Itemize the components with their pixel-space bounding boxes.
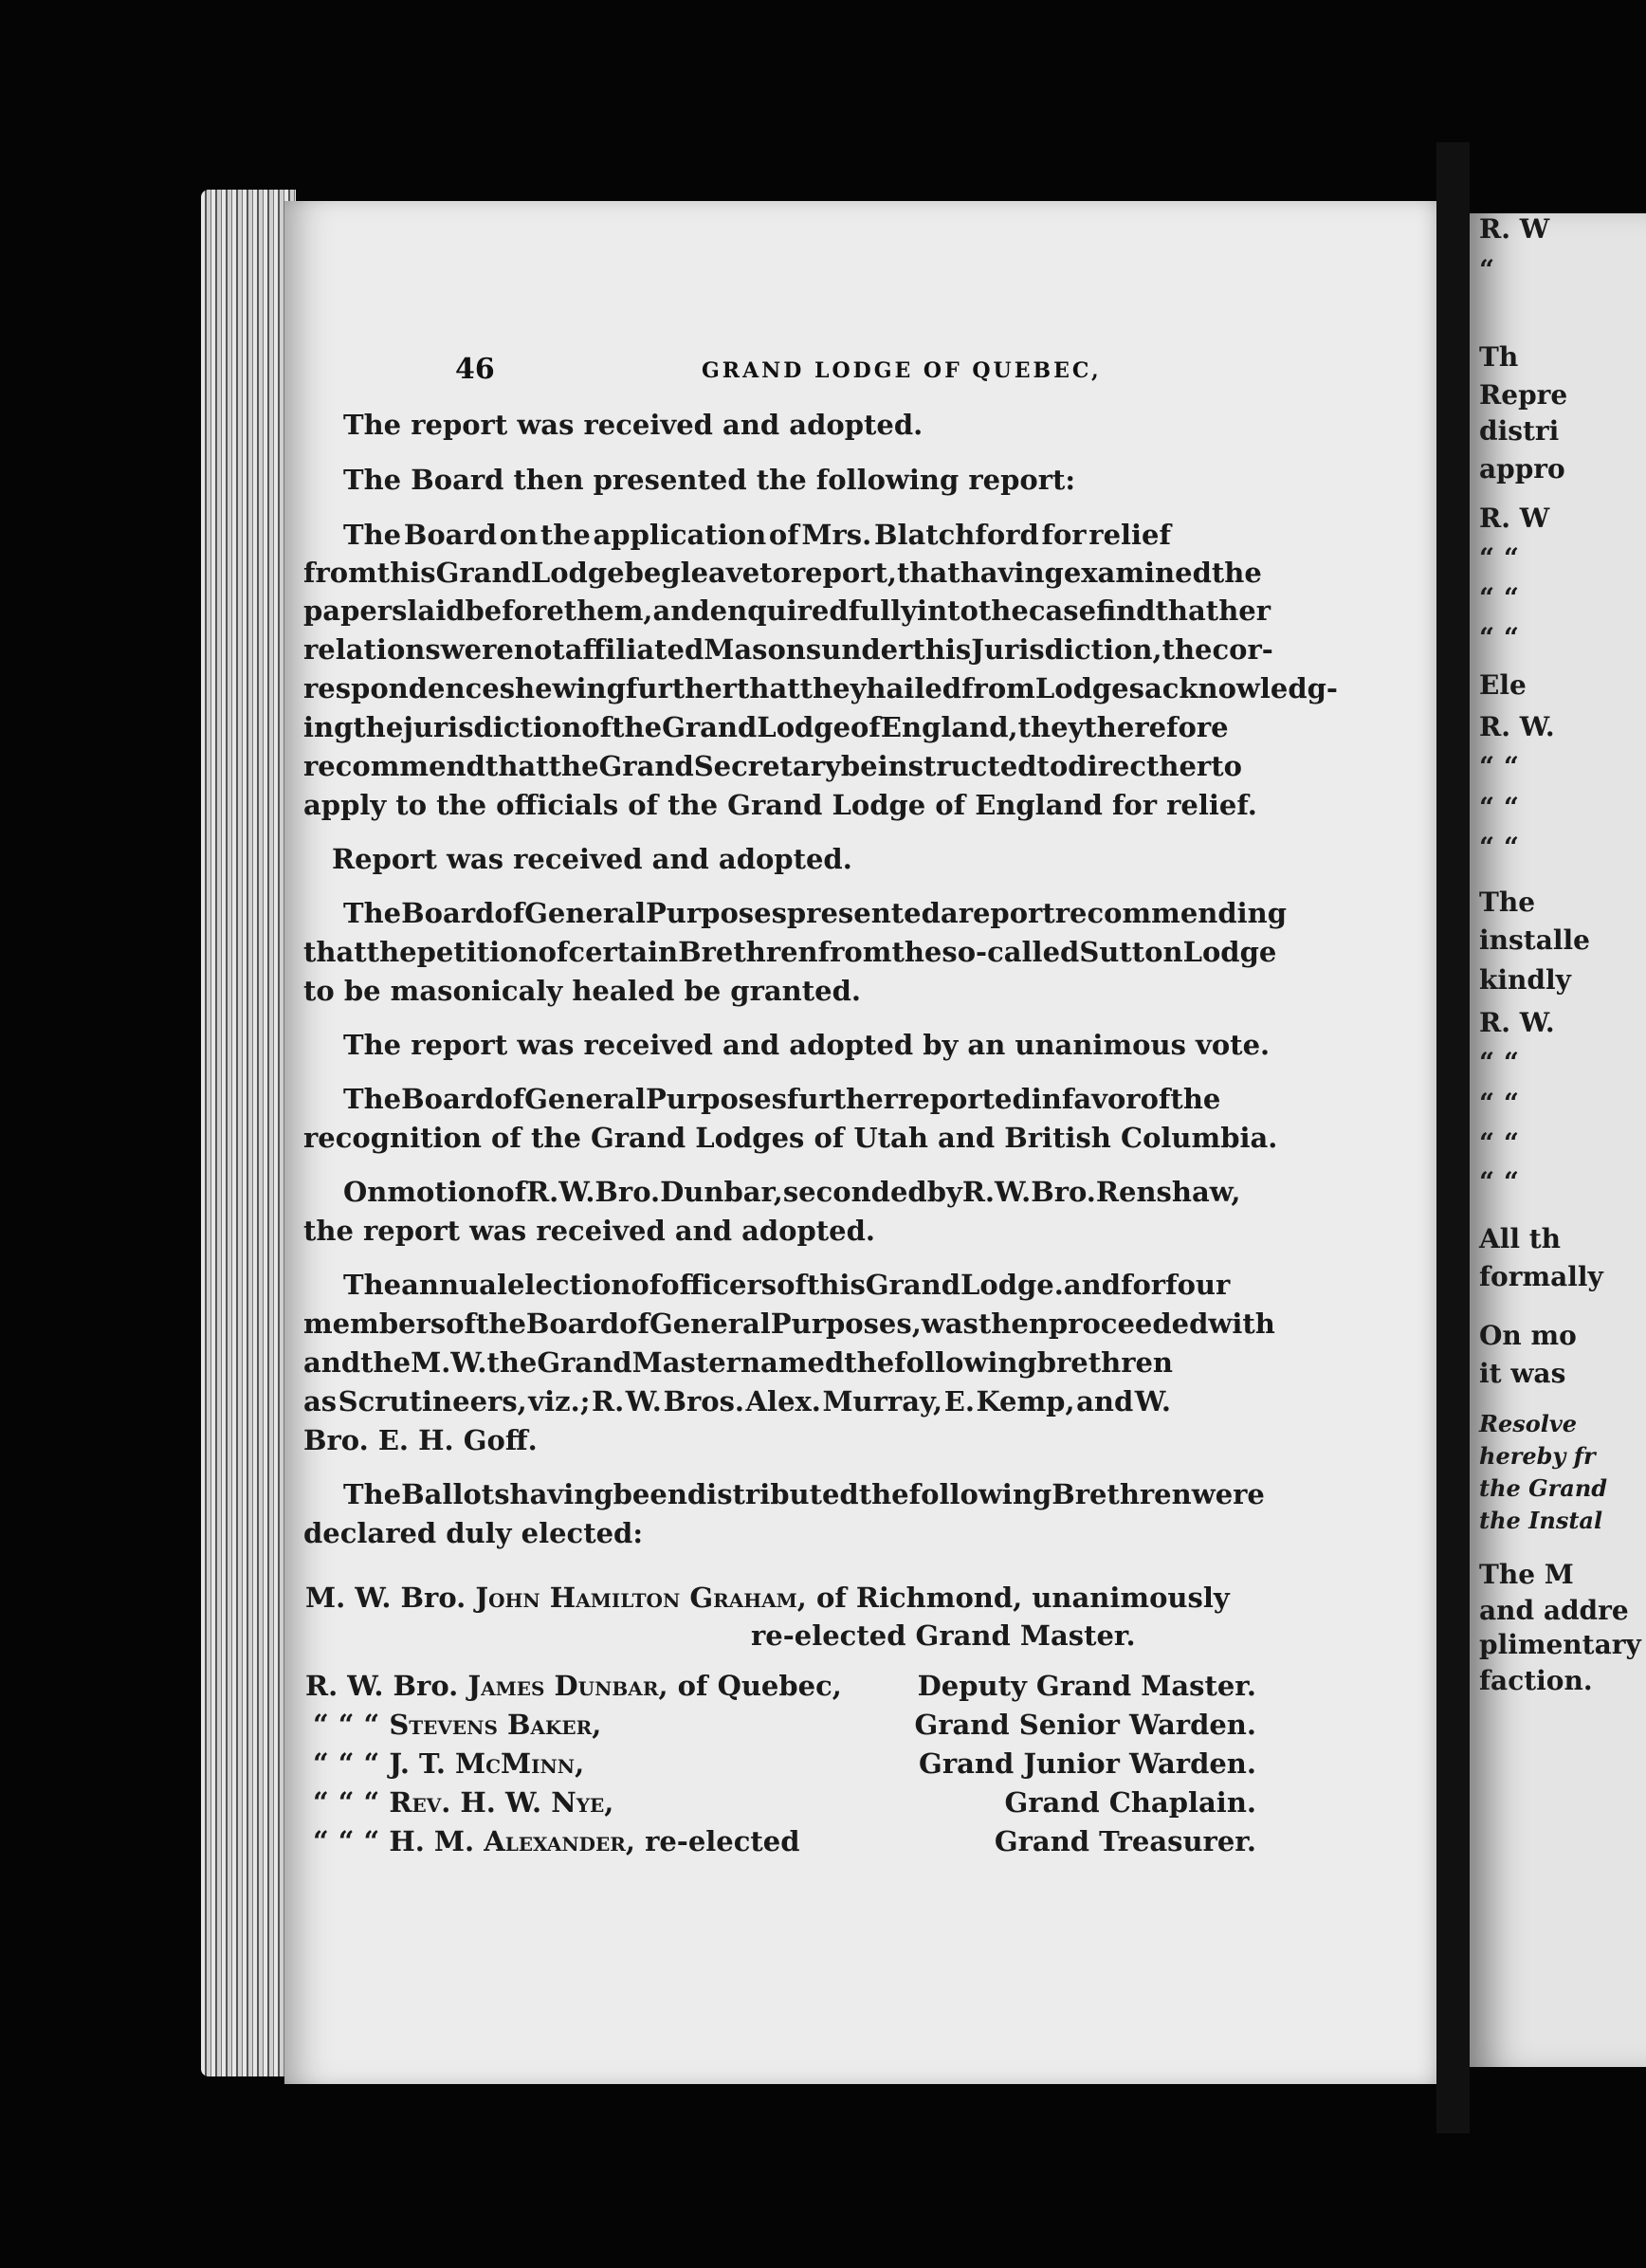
right-page-line: formally: [1479, 1261, 1603, 1292]
officer-office: Grand Junior Warden.: [919, 1747, 1256, 1780]
officer-row: [305, 1670, 842, 1702]
right-page-line: “ “: [1479, 1088, 1519, 1119]
text-line: recognition of the Grand Lodges of Utah and British Columbia.: [303, 1122, 1278, 1154]
text-line: to be masonicaly healed be granted.: [303, 975, 861, 1007]
officer-prefix: M. W. Bro.: [305, 1582, 466, 1614]
officer-prefix: “ “ “: [313, 1747, 380, 1780]
officer-row: [313, 1825, 800, 1857]
right-page-line: The: [1479, 887, 1536, 918]
right-page-line: plimentary: [1479, 1629, 1641, 1660]
officer-prefix: “ “ “: [313, 1709, 380, 1741]
right-page-line: On mo: [1479, 1320, 1577, 1351]
officer-name: John Hamilton Graham,: [475, 1582, 807, 1614]
right-page-line: the Instal: [1479, 1507, 1603, 1534]
right-page-line: “ “: [1479, 542, 1519, 574]
text-line: The Board of General Purposes presented a report recommending: [343, 897, 1288, 929]
right-page-line: appro: [1479, 453, 1565, 485]
right-page-line: “ “: [1479, 1127, 1519, 1159]
right-page-line: Th: [1479, 341, 1519, 373]
officer-prefix: R. W. Bro.: [305, 1670, 459, 1702]
right-page: [1470, 213, 1646, 2067]
text-line: The Board then presented the following report:: [343, 464, 1076, 496]
right-page-line: “ “: [1479, 1166, 1519, 1198]
text-line: The Board of General Purposes further reported in favor of the: [343, 1083, 1221, 1115]
text-line: ing the jurisdiction of the Grand Lodge of England, they therefore: [303, 711, 1229, 743]
page-number: 46: [455, 353, 495, 386]
officer-office: Grand Chaplain.: [1004, 1786, 1256, 1819]
officer-prefix: “ “ “: [313, 1825, 380, 1857]
officer-detail: re-elected: [645, 1825, 800, 1857]
right-page-line: and addre: [1479, 1595, 1629, 1626]
text-line: the report was received and adopted.: [303, 1215, 876, 1247]
text-line: members of the Board of General Purposes, was then proceeded with: [303, 1308, 1275, 1340]
right-page-line: “ “: [1479, 792, 1519, 823]
right-page-line: “ “: [1479, 622, 1519, 653]
right-page-line: Resolve: [1479, 1410, 1578, 1437]
right-page-line: “ “: [1479, 751, 1519, 782]
text-line: declared duly elected:: [303, 1517, 644, 1549]
text-line: Bro. E. H. Goff.: [303, 1424, 538, 1456]
officer-office: Deputy Grand Master.: [917, 1670, 1256, 1702]
officer-office: Grand Senior Warden.: [914, 1709, 1256, 1741]
page-edges: [201, 190, 296, 2076]
grand-master-office: re-elected Grand Master.: [751, 1619, 1136, 1652]
text-line: papers laid before them, and enquired fully into the case find that her: [303, 594, 1271, 627]
text-line: respondence shewing further that they hailed from Lodges acknowledg-: [303, 672, 1338, 704]
text-line: On motion of R. W. Bro. Dunbar, seconded by R. W. Bro. Renshaw,: [343, 1176, 1241, 1208]
right-page-line: hereby fr: [1479, 1442, 1596, 1470]
officer-office: Grand Treasurer.: [994, 1825, 1256, 1857]
right-page-line: The M: [1479, 1559, 1574, 1590]
text-line: from this Grand Lodge beg leave to report, that having examined the: [303, 557, 1262, 589]
text-line: Report was received and adopted.: [332, 843, 852, 875]
right-page-line: R. W: [1479, 503, 1550, 534]
right-page-line: it was: [1479, 1358, 1566, 1389]
officer-row: [313, 1747, 584, 1780]
text-line: relations were not affiliated Masons under this Jurisdiction, the cor-: [303, 633, 1273, 666]
right-page-line: “ “: [1479, 582, 1519, 613]
right-page-line: “: [1479, 254, 1495, 285]
text-line: The report was received and adopted by an unanimous vote.: [343, 1029, 1271, 1061]
text-line: The report was received and adopted.: [343, 409, 924, 441]
right-page-line: “ “: [1479, 832, 1519, 863]
officer-name: J. T. McMinn,: [389, 1747, 585, 1780]
officer-name: H. M. Alexander,: [389, 1825, 635, 1857]
text-line: as Scrutineers, viz.; R. W. Bros. Alex. Murray, E. Kemp, and W.: [303, 1385, 1171, 1418]
gutter: [1436, 142, 1470, 2133]
officer-name: Stevens Baker,: [389, 1709, 602, 1741]
right-page-line: the Grand: [1479, 1474, 1608, 1502]
text-line: recommend that the Grand Secretary be instructed to direct her to: [303, 750, 1242, 782]
right-page-line: distri: [1479, 415, 1560, 447]
right-page-line: “ “: [1479, 1047, 1519, 1078]
right-page-line: kindly: [1479, 964, 1571, 996]
text-line: apply to the officials of the Grand Lodge of England for relief.: [303, 789, 1257, 821]
officer-name: Rev. H. W. Nye,: [389, 1786, 614, 1819]
page-header: [455, 353, 1399, 391]
officer-prefix: “ “ “: [313, 1786, 380, 1819]
right-page-line: Repre: [1479, 379, 1568, 411]
text-line: that the petition of certain Brethren from the so-called Sutton Lodge: [303, 936, 1277, 968]
officer-row: [313, 1786, 613, 1819]
text-line: The Board on the application of Mrs. Blatchford for relief: [343, 519, 1171, 551]
officer-name: James Dunbar,: [467, 1670, 668, 1702]
grand-master-line: [305, 1582, 1230, 1614]
right-page-line: R. W.: [1479, 1007, 1555, 1038]
text-line: The Ballots having been distributed the following Brethren were: [343, 1478, 1265, 1510]
right-page-line: installe: [1479, 924, 1590, 956]
officer-row: [313, 1709, 601, 1741]
right-page-line: All th: [1479, 1223, 1562, 1254]
right-page-line: R. W: [1479, 213, 1550, 245]
officer-detail: of Richmond, unanimously: [815, 1582, 1230, 1614]
text-line: The annual election of officers of this Grand Lodge. and for four: [343, 1269, 1231, 1301]
text-line: and the M. W. the Grand Master named the following brethren: [303, 1346, 1174, 1379]
right-page-line: faction.: [1479, 1665, 1593, 1696]
officer-detail: of Quebec,: [677, 1670, 842, 1702]
right-page-line: Ele: [1479, 669, 1527, 701]
running-head: GRAND LODGE OF QUEBEC,: [702, 358, 1102, 383]
left-page: [284, 201, 1436, 2084]
right-page-line: R. W.: [1479, 711, 1555, 742]
